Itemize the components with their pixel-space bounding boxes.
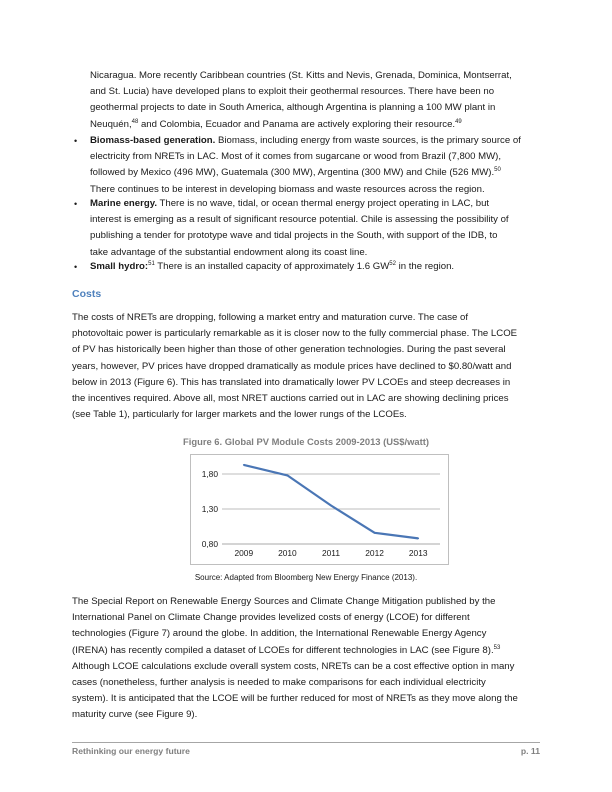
bullet-title: Biomass-based generation.: [90, 135, 216, 146]
text-line: years, however, PV prices have dropped dramatically as module prices have declined to $0.80/watt and: [72, 360, 512, 372]
footnote-ref[interactable]: 51: [148, 260, 155, 267]
text-line: [90, 259, 540, 275]
text-line: [90, 117, 540, 133]
text-line: and St. Lucia) have developed plans to exploit their geothermal resources. There have been no: [90, 86, 495, 98]
text-segment: in the region.: [395, 261, 455, 272]
bullet-biomass: [90, 133, 540, 198]
text-line: the incentives required. Above all, most NRET auctions carried out in LAC are showing declining prices: [72, 393, 509, 405]
footer-divider: [72, 742, 540, 743]
footnote-ref[interactable]: 50: [494, 167, 501, 174]
figure-source: Source: Adapted from Bloomberg New Energy Finance (2013).: [194, 573, 418, 582]
page-number: p. 11: [520, 746, 540, 756]
data-point: [287, 475, 289, 477]
text-line: of PV has historically been higher than those of other generation technologies. During the past several: [72, 344, 506, 356]
footnote-ref[interactable]: 49: [455, 118, 462, 125]
footnote-ref[interactable]: 52: [389, 260, 396, 267]
text-line: photovoltaic power is particularly remarkable as it is closer now to the fully commercial phase. The LCOE: [72, 328, 518, 340]
text-line: geothermal projects to date in South America, although Argentina is planning a 100 MW plant in: [90, 102, 496, 114]
report-paragraph: [72, 594, 540, 724]
text-line: publishing a tender for prototype wave and tidal projects in the South, with support of the IDB, to: [90, 230, 498, 242]
section-heading-costs: Costs: [72, 288, 102, 300]
text-segment: There is no wave, tidal, or ocean thermal energy project operating in LAC, but: [157, 198, 490, 209]
x-tick-label: 2009: [234, 548, 254, 558]
text-line: electricity from NRETs in LAC. Most of it comes from sugarcane or wood from Brazil (7,800 MW),: [90, 151, 502, 163]
text-segment: (IRENA) has recently compiled a dataset of LCOEs for different technologies in LAC (see Figure 8).: [72, 644, 494, 656]
bullet-icon: •: [74, 199, 78, 209]
text-line: Although LCOE calculations exclude overall system costs, NRETs can be a cost effective option in many: [72, 660, 515, 672]
footnote-ref[interactable]: 48: [131, 118, 139, 125]
text-line: cases (nonetheless, further analysis is needed to make comparisons for each individual electricity: [72, 677, 486, 689]
text-line: International Panel on Climate Change provides levelized costs of energy (LCOE) for different: [72, 612, 470, 624]
text-segment: followed by Mexico (496 MW), Guatemala (300 MW), Argentina (300 MW) and Chile (526 MW).: [90, 167, 495, 179]
text-line: take advantage of the substantial endowment along its coast line.: [90, 246, 368, 258]
text-line: (see Table 1), particularly for larger markets and the lower rungs of the LCOEs.: [72, 409, 407, 421]
text-line: [72, 643, 540, 659]
text-line: maturity curve (see Figure 9).: [72, 709, 198, 721]
footer-title: Rethinking our energy future: [72, 746, 190, 756]
text-line: The costs of NRETs are dropping, following a market entry and maturation curve. The case of: [72, 312, 469, 323]
x-tick-label: 2013: [408, 548, 428, 558]
text-segment: Biomass, including energy from waste sources, is the primary source of: [215, 135, 521, 146]
text-line: The Special Report on Renewable Energy Sources and Climate Change Mitigation published by the: [72, 596, 496, 607]
text-line: technologies (Figure 7) around the globe. In addition, the International Renewable Energy Agency: [72, 628, 487, 640]
x-tick-label: 2010: [278, 548, 297, 558]
y-tick-label: 1,30: [201, 504, 218, 514]
text-line: There continues to be interest in developing biomass and waste resources across the region.: [90, 183, 485, 195]
data-point: [417, 538, 419, 540]
text-line: [90, 165, 540, 181]
bullet-icon: •: [74, 262, 78, 272]
data-point: [374, 532, 376, 534]
text-segment: There is an installed capacity of approximately 1.6 GW: [154, 261, 390, 272]
y-tick-label: 1,80: [201, 469, 218, 479]
bullet-icon: •: [74, 136, 78, 146]
text-line: system). It is anticipated that the LCOE will be further reduced for most of NRETs as they move along the: [72, 693, 518, 705]
data-point: [330, 505, 332, 507]
footnote-ref[interactable]: 53: [493, 644, 501, 651]
bullet-title: Small hydro:: [90, 261, 149, 272]
data-point: [243, 464, 245, 466]
bullet-title: Marine energy.: [90, 198, 158, 209]
text-segment: Neuquén,: [90, 118, 132, 130]
figure-title: Figure 6. Global PV Module Costs 2009-2013 (US$/watt): [183, 436, 429, 447]
bullet-small-hydro: [90, 259, 540, 275]
pv-cost-line-chart: [190, 454, 450, 566]
costs-paragraph: [72, 310, 540, 423]
y-tick-label: 0,80: [201, 539, 218, 549]
text-line: interest is emerging as a result of significant resource potential. Chile is assessing the possibility of: [90, 214, 509, 226]
x-tick-label: 2012: [365, 548, 384, 558]
text-line: Nicaragua. More recently Caribbean countries (St. Kitts and Nevis, Grenada, Dominica, Montserrat,: [90, 70, 512, 81]
text-line: [90, 133, 540, 149]
text-line: [90, 196, 540, 212]
geothermal-continuation: [90, 68, 540, 133]
text-segment: and Colombia, Ecuador and Panama are actively exploring their resource.: [138, 118, 456, 130]
x-tick-label: 2011: [321, 548, 341, 558]
text-line: below in 2013 (Figure 6). This has translated into dramatically lower PV LCOEs and steep decreases in: [72, 376, 511, 388]
bullet-marine: [90, 196, 540, 261]
